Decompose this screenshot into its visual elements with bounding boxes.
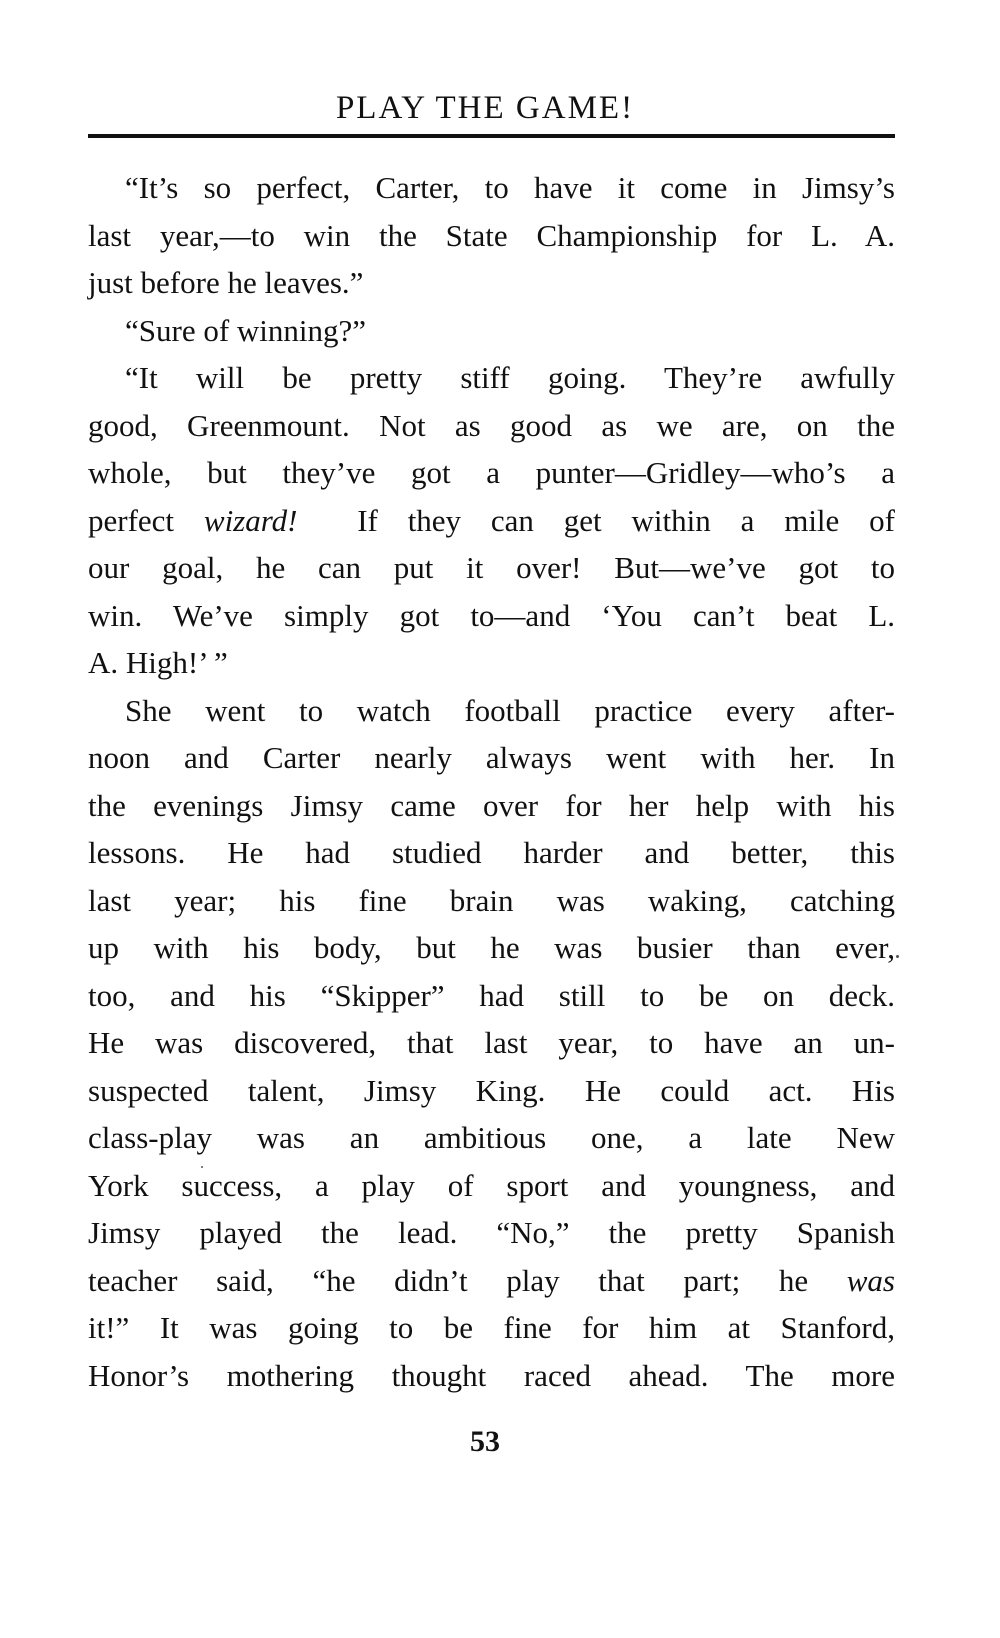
text-line: class-play was an ambitious one, a late New [88,1120,895,1155]
text-line: the evenings Jimsy came over for her help with his [88,787,895,823]
text-line: She went to watch football practice every after- [125,692,895,728]
italic-text: wizard! [203,502,298,538]
text-line: good, Greenmount. Not as good as we are, on the [88,407,895,443]
text-line: too, and his “Skipper” had still to be on deck. [88,977,895,1013]
text-line: He was discovered, that last year, to have an un- [88,1025,895,1060]
header-rule [88,134,895,138]
text-line: it!” It was going to be fine for him at Stanford, [88,1310,895,1345]
running-head: PLAY THE GAME! [335,90,635,126]
body-text [88,164,895,1399]
text-line: just before he leaves.” [88,265,364,300]
text-line [88,497,895,545]
text-segment: perfect [88,502,204,538]
text-line: “It will be pretty stiff going. They’re awfully [125,360,895,395]
page-number: 53 [470,1425,500,1458]
text-line: A. High!’ ” [88,645,228,680]
text-line: “Sure of winning?” [125,312,367,348]
text-line: our goal, he can put it over! But—we’ve got to [88,550,895,585]
text-segment: If they can get within a mile of [297,502,895,538]
text-line: York success, a play of sport and youngness, and [88,1167,895,1203]
text-line: up with his body, but he was busier than ever, [88,930,895,965]
text-line: last year,—to win the State Championship for L. A. [88,217,895,253]
text-line: “It’s so perfect, Carter, to have it come in Jimsy’s [125,170,895,205]
text-line: Jimsy played the lead. “No,” the pretty Spanish [88,1215,895,1250]
paper-speck [896,955,899,958]
text-line: win. We’ve simply got to—and ‘You can’t beat L. [88,597,895,633]
text-line: noon and Carter nearly always went with her. In [88,740,895,775]
text-line: suspected talent, Jimsy King. He could act. His [88,1072,895,1108]
italic-text: was [846,1262,895,1298]
text-line: last year; his fine brain was waking, catching [88,882,895,918]
text-line [88,1257,895,1305]
text-line: lessons. He had studied harder and better, this [88,835,895,870]
text-line: Honor’s mothering thought raced ahead. The more [88,1357,895,1393]
text-segment: teacher said, “he didn’t play that part; he [88,1262,847,1298]
paper-speck [201,1166,203,1168]
text-line: whole, but they’ve got a punter—Gridley—who’s a [88,455,895,490]
